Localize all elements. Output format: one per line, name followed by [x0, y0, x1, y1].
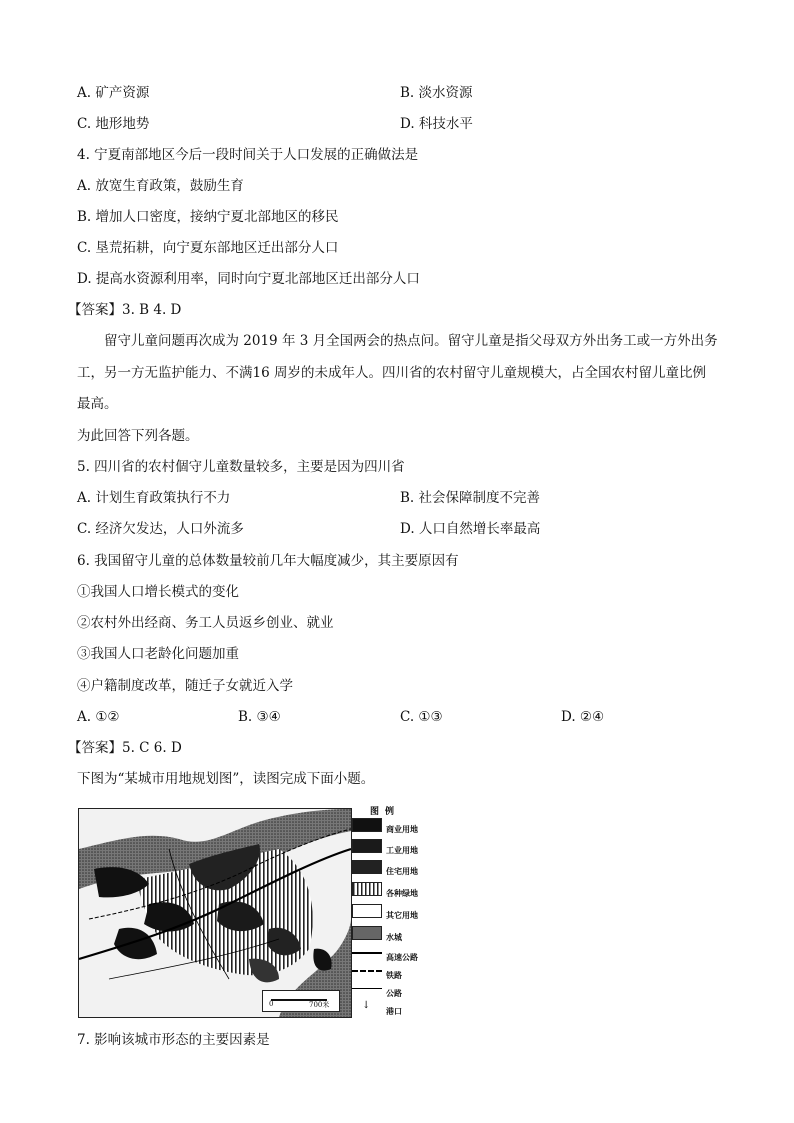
q6-statement-4: ④户籍制度改革，随迁子女就近入学	[77, 678, 293, 694]
legend-label: 高速公路	[386, 952, 418, 962]
legend-label: 公路	[386, 988, 402, 998]
passage-line-3: 最高。	[77, 396, 118, 412]
q4-stem: 4. 宁夏南部地区今后一段时间关于人口发展的正确做法是	[77, 147, 419, 163]
q5-option-d: D. 人口自然增长率最高	[400, 521, 541, 537]
map-legend	[352, 804, 442, 1019]
q4-option-b: B. 增加人口密度，接纳宁夏北部地区的移民	[77, 209, 339, 225]
answer-5-6: 【答案】5. C 6. D	[68, 740, 182, 756]
passage-line-2: 工，另一方无监护能力、不满16 周岁的未成年人。四川省的农村留守儿童规模大，占全国农村留儿童比例	[77, 365, 706, 381]
q4-option-a: A. 放宽生育政策，鼓励生育	[77, 178, 244, 194]
q6-option-a: A. ①②	[77, 709, 120, 725]
legend-line-symbol	[352, 952, 382, 954]
q6-statement-2: ②农村外出经商、务工人员返乡创业、就业	[77, 615, 334, 631]
scale-zero: 0	[269, 1000, 274, 1008]
q6-statement-1: ①我国人口增长模式的变化	[77, 584, 239, 600]
legend-swatch	[352, 818, 382, 832]
legend-label: 港口	[386, 1006, 402, 1016]
q5-option-a: A. 计划生育政策执行不力	[77, 490, 231, 506]
q6-statement-3: ③我国人口老龄化问题加重	[77, 646, 239, 662]
legend-label: 水城	[386, 932, 402, 942]
q4-option-c: C. 垦荒拓耕，向宁夏东部地区迁出部分人口	[77, 240, 339, 256]
legend-item	[352, 926, 447, 940]
passage-line-1: 留守儿童问题再次成为 2019 年 3 月全国两会的热点问。留守儿童是指父母双方外出务工或一方外出务	[104, 333, 718, 349]
city-land-use-map	[78, 808, 352, 1018]
legend-swatch	[352, 926, 382, 940]
q6-option-c: C. ①③	[400, 709, 443, 725]
legend-swatch	[352, 839, 382, 853]
legend-label: 各种绿地	[386, 888, 418, 898]
legend-label: 其它用地	[386, 910, 418, 920]
legend-item	[352, 818, 447, 832]
legend-item	[352, 882, 447, 896]
legend-item	[352, 904, 447, 918]
q5-option-b: B. 社会保障制度不完善	[400, 490, 541, 506]
legend-swatch	[352, 904, 382, 918]
q5-option-c: C. 经济欠发达，人口外流多	[77, 521, 244, 537]
legend-swatch	[352, 860, 382, 874]
map-drawing	[79, 809, 351, 1017]
legend-label: 住宅用地	[386, 866, 418, 876]
legend-swatch	[352, 882, 382, 896]
q3-option-c: C. 地形地势	[77, 116, 150, 132]
q7-stem: 7. 影响该城市形态的主要因素是	[77, 1032, 270, 1048]
legend-item	[352, 982, 447, 996]
legend-item	[352, 964, 447, 978]
q6-stem: 6. 我国留守儿童的总体数量较前几年大幅度减少，其主要原因有	[77, 553, 459, 569]
legend-item	[352, 860, 447, 874]
map-intro: 下图为“某城市用地规划图”，读图完成下面小题。	[77, 771, 375, 787]
port-arrow-icon: ↓	[362, 1000, 371, 1011]
legend-item	[352, 839, 447, 853]
legend-item	[352, 1000, 447, 1014]
legend-title: 图例	[370, 807, 401, 817]
legend-label: 工业用地	[386, 845, 418, 855]
legend-label: 商业用地	[386, 824, 418, 834]
scale-distance: 700米	[309, 1001, 330, 1009]
legend-item	[352, 946, 447, 960]
legend-label: 铁路	[386, 970, 402, 980]
q6-option-b: B. ③④	[238, 709, 281, 725]
legend-line-symbol	[352, 970, 382, 972]
passage-line-4: 为此回答下列各题。	[77, 428, 199, 444]
legend-line-symbol	[352, 988, 382, 989]
q3-option-b: B. 淡水资源	[400, 85, 473, 101]
q3-option-a: A. 矿产资源	[77, 85, 150, 101]
answer-3-4: 【答案】3. B 4. D	[68, 302, 182, 318]
q4-option-d: D. 提高水资源利用率，同时向宁夏北部地区迁出部分人口	[77, 271, 420, 287]
q6-option-d: D. ②④	[561, 709, 605, 725]
map-scale-bar	[262, 990, 340, 1012]
q5-stem: 5. 四川省的农村個守儿童数量较多，主要是因为四川省	[77, 459, 405, 475]
q3-option-d: D. 科技水平	[400, 116, 473, 132]
